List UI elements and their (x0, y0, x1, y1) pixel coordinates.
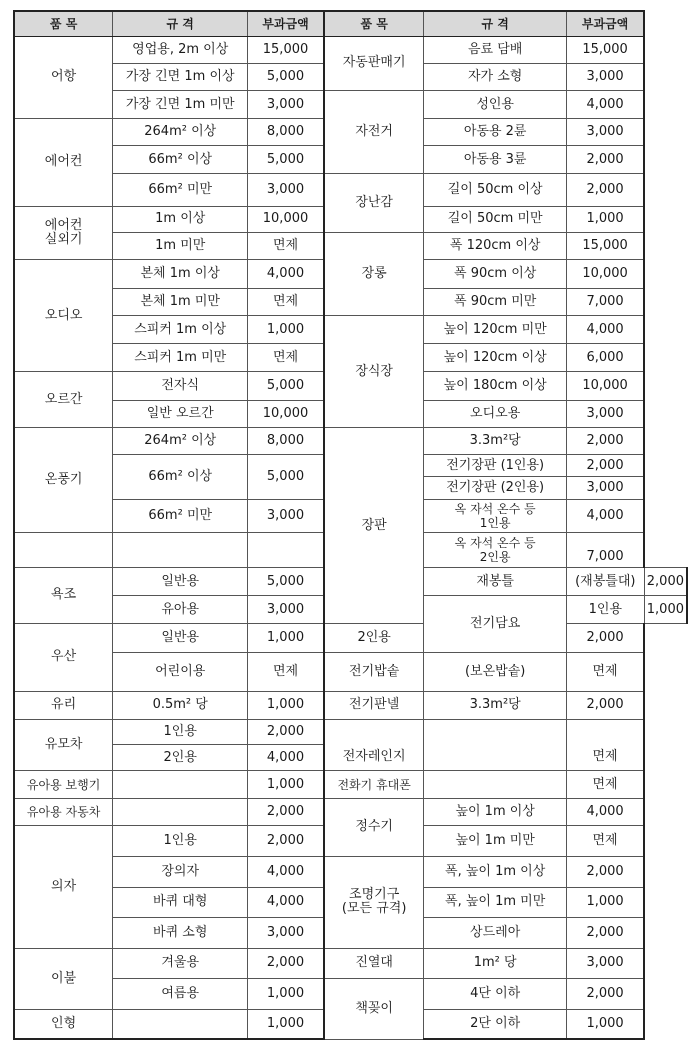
item-cell: 전자레인지 (324, 719, 424, 771)
spec-cell: 유아용 (113, 596, 248, 623)
spec-cell: 스피커 1m 이상 (113, 316, 248, 343)
fee-cell: 3,000 (566, 63, 644, 90)
fee-cell: 4,000 (566, 798, 644, 825)
fee-cell: 1,000 (566, 1009, 644, 1039)
header-row (14, 11, 687, 36)
table-row (14, 232, 687, 259)
spec-cell: 바퀴 대형 (113, 887, 248, 918)
fee-cell: 면제 (248, 343, 324, 372)
fee-cell: 7,000 (566, 288, 644, 315)
fee-cell: 10,000 (248, 400, 324, 427)
fee-table (13, 10, 688, 1040)
spec-cell: 264m² 이상 (113, 118, 248, 145)
fee-cell: 1,000 (248, 623, 324, 653)
fee-cell: 면제 (248, 232, 324, 259)
table-row (14, 798, 687, 825)
fee-cell: 2,000 (566, 173, 644, 206)
table-row (14, 979, 687, 1010)
fee-cell: 8,000 (248, 428, 324, 454)
spec-cell: 66m² 미만 (113, 173, 248, 206)
spec-cell: 길이 50cm 미만 (424, 206, 566, 232)
item-cell: 오르간 (14, 372, 113, 428)
fee-cell: 면제 (566, 826, 644, 857)
item-cell: 책꽂이 (324, 979, 424, 1039)
fee-cell: 1,000 (644, 596, 687, 623)
spec-cell: 3.3m²당 (424, 428, 566, 454)
spec-cell: 4단 이하 (424, 979, 566, 1010)
fee-table-container (13, 10, 688, 1040)
spec-subcell: 전기장판 (1인용) (424, 455, 565, 477)
spec-cell: 폭 120cm 이상 (424, 232, 566, 259)
spec-cell: 2단 이하 (424, 1009, 566, 1039)
spec-cell: 전자식 (113, 372, 248, 401)
fee-cell: 3,000 (248, 91, 324, 118)
fee-cell: 3,000 (248, 173, 324, 206)
fee-subcell: 2,000 (567, 455, 643, 477)
fee-cell: 면제 (566, 719, 644, 771)
item-cell: 유리 (14, 692, 113, 719)
spec-cell: 가장 긴면 1m 이상 (113, 63, 248, 90)
item-cell: 전화기 휴대폰 (324, 771, 424, 798)
table-row (14, 653, 687, 692)
spec-cell: 일반용 (113, 567, 248, 596)
spec-cell: 2인용 (324, 623, 424, 653)
item-cell: 장식장 (324, 316, 424, 428)
table-row (14, 173, 687, 206)
spec-cell: 1m² 당 (424, 948, 566, 979)
item-cell: 장롱 (324, 232, 424, 315)
spec-cell: 오디오용 (424, 400, 566, 427)
table-row (14, 948, 687, 979)
spec-cell: 영업용, 2m 이상 (113, 36, 248, 63)
fee-cell: 면제 (566, 653, 644, 692)
spec-cell: 본체 1m 이상 (113, 260, 248, 289)
item-cell: 유모차 (14, 719, 113, 771)
fee-cell: 3,000 (566, 948, 644, 979)
fee-cell: 4,000 (248, 260, 324, 289)
spec-cell: 일반 오르간 (113, 400, 248, 427)
item-cell: 에어컨 (14, 118, 113, 206)
header-spec: 규 격 (113, 11, 248, 36)
spec-cell: 높이 120cm 미만 (424, 316, 566, 343)
header-item-2: 품 목 (324, 11, 424, 36)
spec-cell: 본체 1m 미만 (113, 288, 248, 315)
header-item: 품 목 (14, 11, 113, 36)
spec-cell: 1인용 (566, 596, 644, 623)
spec-cell: 음료 담배 (424, 36, 566, 63)
table-row (14, 316, 687, 343)
fee-cell: 1,000 (248, 979, 324, 1010)
spec-cell: 폭, 높이 1m 이상 (424, 856, 566, 887)
fee-cell: 5,000 (248, 567, 324, 596)
item-cell: 자동판매기 (324, 36, 424, 91)
spec-cell: 높이 1m 이상 (424, 798, 566, 825)
fee-cell: 15,000 (248, 36, 324, 63)
spec-cell: 1m 이상 (113, 206, 248, 232)
fee-cell: 5,000 (248, 372, 324, 401)
item-cell: 정수기 (324, 798, 424, 856)
spec-cell: 높이 1m 미만 (424, 826, 566, 857)
table-row (14, 771, 687, 798)
fee-cell: 2,000 (566, 428, 644, 454)
spec-cell: 폭, 높이 1m 미만 (424, 887, 566, 918)
item-cell: 오디오 (14, 260, 113, 372)
item-cell: 재봉틀 (424, 567, 566, 596)
fee-cell: 1,000 (248, 1009, 324, 1039)
fee-cell: 4,000 (248, 745, 324, 771)
spec-cell: (재봉틀대) (566, 567, 644, 596)
fee-cell: 3,000 (248, 499, 324, 533)
spec-cell: 66m² 미만 (113, 499, 248, 533)
spec-cell: 아동용 2륜 (424, 118, 566, 145)
spec-cell: 1m 미만 (113, 232, 248, 259)
spec-cell: 아동용 3륜 (424, 146, 566, 173)
empty-cell (424, 771, 566, 798)
fee-cell: 4,000 (566, 499, 644, 533)
spec-cell: 264m² 이상 (113, 428, 248, 454)
spec-cell: 어린이용 (113, 653, 248, 692)
item-cell: 장판 (324, 428, 424, 623)
header-fee: 부과금액 (248, 11, 324, 36)
fee-cell: 15,000 (566, 36, 644, 63)
spec-cell: 2인용 (113, 745, 248, 771)
item-cell: 전기담요 (424, 596, 566, 653)
fee-cell: 7,000 (566, 533, 644, 568)
fee-cell: 6,000 (566, 343, 644, 372)
spec-cell: 상드레아 (424, 918, 566, 949)
fee-cell: 1,000 (248, 692, 324, 719)
fee-cell: 2,000 (566, 918, 644, 949)
fee-cell: 1,000 (566, 887, 644, 918)
fee-cell: 2,000 (248, 826, 324, 857)
header-spec-2: 규 격 (424, 11, 566, 36)
item-cell: 어항 (14, 36, 113, 118)
fee-cell: 2,000 (566, 146, 644, 173)
fee-cell: 3,000 (566, 118, 644, 145)
fee-cell: 5,000 (248, 454, 324, 499)
spec-cell: 길이 50cm 이상 (424, 173, 566, 206)
fee-cell: 10,000 (248, 206, 324, 232)
fee-cell: 2,000 (566, 692, 644, 719)
spec-subcell: 전기장판 (2인용) (446, 480, 545, 496)
fee-cell: 1,000 (248, 771, 324, 798)
item-cell: 조명기구 (모든 규격) (324, 856, 424, 948)
fee-cell: 2,000 (566, 623, 644, 653)
spec-cell: 성인용 (424, 91, 566, 118)
spec-cell: 가장 긴면 1m 미만 (113, 91, 248, 118)
fee-cell: 3,000 (248, 596, 324, 623)
spec-cell: 높이 180cm 이상 (424, 372, 566, 401)
empty-cell (113, 533, 248, 568)
spec-cell: 0.5m² 당 (113, 692, 248, 719)
header-fee-2: 부과금액 (566, 11, 644, 36)
fee-cell: 8,000 (248, 118, 324, 145)
empty-cell (113, 771, 248, 798)
spec-cell: 여름용 (113, 979, 248, 1010)
item-cell: 욕조 (14, 567, 113, 623)
empty-cell (248, 533, 324, 568)
fee-cell: 10,000 (566, 260, 644, 289)
fee-cell: 2,000 (248, 948, 324, 979)
spec-cell: 옥 자석 온수 등 1인용 (424, 499, 566, 533)
table-row (14, 692, 687, 719)
item-cell: 진열대 (324, 948, 424, 979)
fee-cell: 2,000 (644, 567, 687, 596)
item-cell: 의자 (14, 826, 113, 948)
fee-cell: 2,000 (566, 856, 644, 887)
item-cell: 유아용 보행기 (14, 771, 113, 798)
spec-cell: 3.3m²당 (424, 692, 566, 719)
fee-cell: 5,000 (248, 146, 324, 173)
fee-cell: 면제 (566, 771, 644, 798)
empty-cell (14, 533, 113, 568)
spec-cell: 겨울용 (113, 948, 248, 979)
fee-cell: 4,000 (248, 856, 324, 887)
fee-cell: 4,000 (566, 91, 644, 118)
spec-cell: 폭 90cm 미만 (424, 288, 566, 315)
fee-subcell: 3,000 (586, 480, 624, 496)
fee-cell: 1,000 (248, 316, 324, 343)
fee-cell: 15,000 (566, 232, 644, 259)
table-row (14, 719, 687, 744)
fee-cell: 2,000 (248, 798, 324, 825)
fee-cell: 2,000 (248, 719, 324, 744)
fee-cell: 4,000 (248, 887, 324, 918)
item-cell: 유아용 자동차 (14, 798, 113, 825)
empty-cell (424, 719, 566, 771)
item-cell: 장난감 (324, 173, 424, 232)
spec-cell: 옥 자석 온수 등 2인용 (424, 533, 566, 568)
spec-cell: 66m² 이상 (113, 454, 248, 499)
spec-cell: 스피커 1m 미만 (113, 343, 248, 372)
fee-cell: 4,000 (566, 316, 644, 343)
table-row (14, 623, 687, 653)
spec-cell: 1인용 (113, 826, 248, 857)
spec-cell: 66m² 이상 (113, 146, 248, 173)
item-cell: 전기밥솥 (324, 653, 424, 692)
item-cell: 인형 (14, 1009, 113, 1039)
spec-cell: 바퀴 소형 (113, 918, 248, 949)
fee-cell: 10,000 (566, 372, 644, 401)
fee-cell: 5,000 (248, 63, 324, 90)
item-cell: 우산 (14, 623, 113, 691)
fee-cell (566, 454, 644, 499)
spec-cell: 1인용 (113, 719, 248, 744)
fee-cell: 면제 (248, 653, 324, 692)
spec-cell: 장의자 (113, 856, 248, 887)
table-row (14, 91, 687, 118)
spec-cell: 폭 90cm 이상 (424, 260, 566, 289)
table-row (14, 36, 687, 63)
fee-cell: 1,000 (566, 206, 644, 232)
fee-cell: 3,000 (248, 918, 324, 949)
table-row (14, 428, 687, 454)
empty-cell (113, 798, 248, 825)
item-cell: 자전거 (324, 91, 424, 173)
spec-cell: (보온밥솥) (424, 653, 566, 692)
fee-cell: 2,000 (566, 979, 644, 1010)
item-cell: 에어컨 실외기 (14, 206, 113, 260)
fee-cell: 면제 (248, 288, 324, 315)
item-cell: 이불 (14, 948, 113, 1009)
spec-cell: 자가 소형 (424, 63, 566, 90)
spec-cell: 높이 120cm 이상 (424, 343, 566, 372)
item-cell: 온풍기 (14, 428, 113, 533)
item-cell: 전기판넬 (324, 692, 424, 719)
fee-cell: 3,000 (566, 400, 644, 427)
empty-cell (113, 1009, 248, 1039)
spec-cell: 일반용 (113, 623, 248, 653)
spec-cell (424, 454, 566, 499)
table-row (14, 856, 687, 887)
